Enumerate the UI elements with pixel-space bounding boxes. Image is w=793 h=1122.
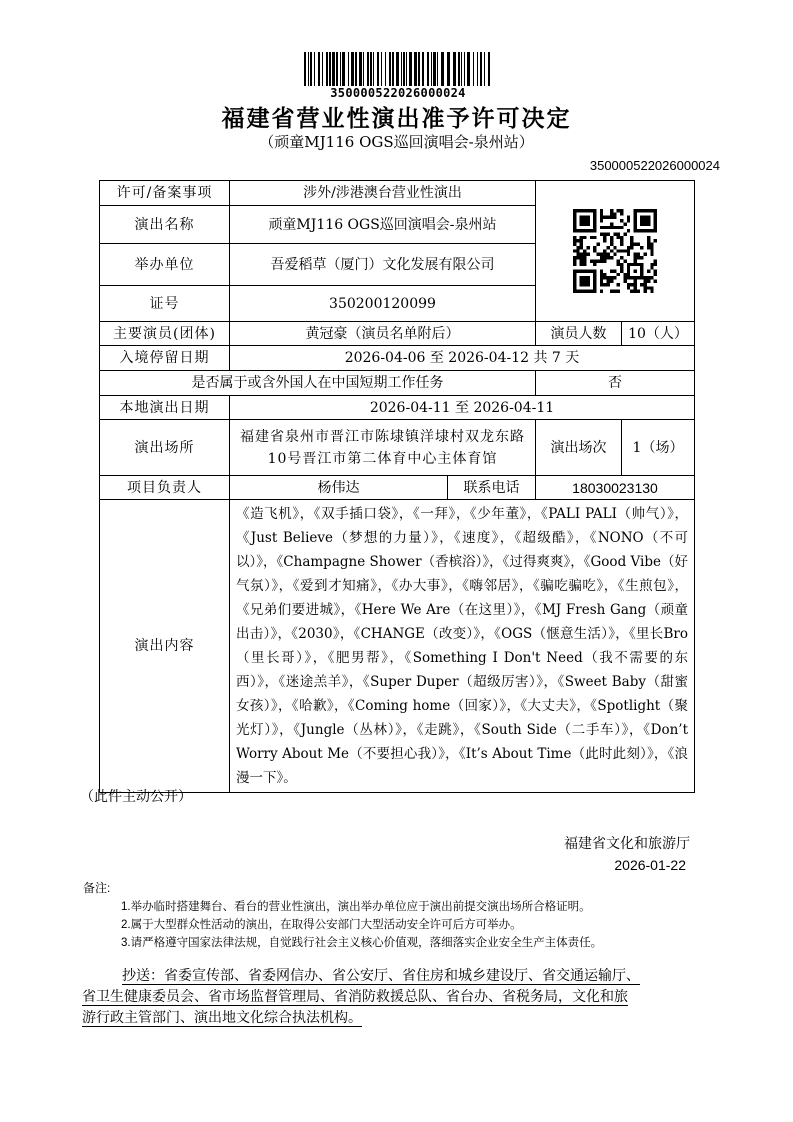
performer-count-value: 10（人） — [622, 322, 695, 346]
performer-count-label: 演员人数 — [536, 322, 622, 346]
content-value: 《造飞机》，《双手插口袋》，《一拜》，《少年董》，《PALI PALI（帅气）》，《Just Believe（梦想的力量）》，《速度》，《超级酷》，《NONO（不可以）》，《Champagne Shower（香槟浴）》，《过得爽爽》，《Good Vibe（好气氛）》，《爱到才知痛》，《办大事》，《嗨邻居》，《骗吃骗吃》，《生煎包》，《兄弟们要进城》，《Here We Are（在这里）》，《MJ Fresh Gang（顽童出击）》，《2030》，《CHANGE（改变）》，《OGS（惬意生活）》，《里长Bro（里长哥）》，《肥男帮》，《Something I Don't Need（我不需要的东西）》，《迷途羔羊》，《Super Duper（超级厉害）》，《Sweet Baby（甜蜜女孩）》，《哈歉》，《Coming home（回家）》，《大丈夫》，《Spotlight（聚光灯）》，《Jungle（丛林）》，《走跳》，《South Side（二手车）》，《Don’t Worry About Me（不要担心我）》，《It’s About Time（此时此刻）》，《浪漫一下》。 — [230, 500, 695, 793]
performers-label: 主要演员(团体) — [100, 322, 230, 346]
foreign-work-value: 否 — [536, 371, 695, 396]
phone-label: 联系电话 — [448, 476, 536, 500]
public-note: （此件主动公开） — [80, 789, 192, 805]
organizer-label: 举办单位 — [100, 244, 230, 286]
content-label: 演出内容 — [100, 500, 230, 793]
phone-value: 18030023130 — [536, 476, 695, 500]
barcode-number: 350000522026000024 — [330, 86, 466, 100]
cc-line: 抄送：省委宣传部、省委网信办、省公安厅、省住房和城乡建设厅、省交通运输厅、 — [122, 968, 640, 984]
issue-date: 2026-01-22 — [614, 857, 686, 873]
document-subtitle: （顽童MJ116 OGS巡回演唱会-泉州站） — [259, 133, 534, 151]
license-label: 证号 — [100, 286, 230, 322]
sessions-value: 1（场） — [622, 420, 695, 476]
entry-dates-label: 入境停留日期 — [100, 346, 230, 371]
document-title: 福建省营业性演出准予许可决定 — [221, 105, 572, 132]
permit-table — [99, 180, 695, 793]
note-item: 3.请严格遵守国家法律法规，自觉践行社会主义核心价值观，落细落实企业安全生产主体责任。 — [121, 937, 603, 949]
notes-label: 备注: — [83, 881, 111, 895]
manager-value: 杨伟达 — [230, 476, 448, 500]
cc-list — [82, 966, 714, 1029]
cc-line: 省卫生健康委员会、省市场监督管理局、省消防救援总队、省台办、省税务局，文化和旅 — [82, 989, 628, 1005]
permit-type-value: 涉外/涉港澳台营业性演出 — [230, 181, 536, 206]
venue-label: 演出场所 — [100, 420, 230, 476]
show-name-label: 演出名称 — [100, 206, 230, 244]
note-item: 2.属于大型群众性活动的演出，在取得公安部门大型活动安全许可后方可举办。 — [121, 919, 522, 931]
show-name-value: 顽童MJ116 OGS巡回演唱会-泉州站 — [230, 206, 536, 244]
organizer-value: 吾爱稻草（厦门）文化发展有限公司 — [230, 244, 536, 286]
barcode — [300, 52, 496, 86]
document-number: 350000522026000024 — [589, 158, 720, 173]
qr-code — [573, 209, 657, 293]
license-value: 350200120099 — [230, 286, 536, 322]
foreign-work-label: 是否属于或含外国人在中国短期工作任务 — [100, 371, 536, 396]
manager-label: 项目负责人 — [100, 476, 230, 500]
performers-value: 黄冠豪（演员名单附后） — [230, 322, 536, 346]
issuer: 福建省文化和旅游厅 — [564, 836, 690, 852]
venue-value: 福建省泉州市晋江市陈埭镇洋埭村双龙东路10号晋江市第二体育中心主体育馆 — [230, 420, 536, 476]
permit-type-label: 许可/备案事项 — [100, 181, 230, 206]
note-item: 1.举办临时搭建舞台、看台的营业性演出，演出举办单位应于演出前提交演出场所合格证明。 — [121, 901, 591, 913]
qr-code-cell — [536, 181, 695, 322]
entry-dates-value: 2026-04-06 至 2026-04-12 共 7 天 — [230, 346, 695, 371]
local-dates-value: 2026-04-11 至 2026-04-11 — [230, 396, 695, 420]
sessions-label: 演出场次 — [536, 420, 622, 476]
local-dates-label: 本地演出日期 — [100, 396, 230, 420]
cc-line: 游行政主管部门、演出地文化综合执法机构。 — [82, 1010, 362, 1026]
